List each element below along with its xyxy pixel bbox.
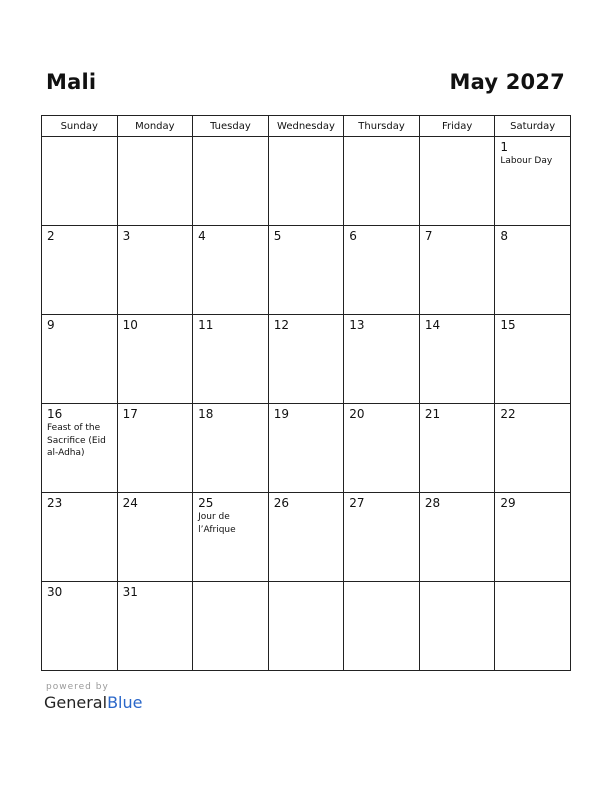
weekday-header-tuesday: Tuesday [193, 116, 269, 137]
day-cell [42, 226, 118, 315]
day-number: 20 [349, 407, 365, 421]
day-cell [419, 315, 495, 404]
week-row [42, 404, 571, 493]
day-cell-content [269, 493, 344, 510]
day-cell [117, 226, 193, 315]
day-cell [193, 226, 269, 315]
month-year-title: May 2027 [449, 70, 565, 94]
day-cell-content [42, 137, 117, 140]
day-number: 23 [47, 496, 63, 510]
day-cell [117, 493, 193, 582]
day-number: 13 [349, 318, 365, 332]
day-cell-content [193, 137, 268, 140]
weekday-header-friday: Friday [419, 116, 495, 137]
day-number: 11 [198, 318, 214, 332]
day-cell [117, 315, 193, 404]
day-cell-content [420, 493, 495, 510]
day-number: 10 [122, 318, 138, 332]
day-cell-content [118, 315, 193, 332]
day-cell-content [118, 137, 193, 140]
day-cell [193, 137, 269, 226]
day-cell-content [42, 226, 117, 243]
day-number: 18 [198, 407, 214, 421]
day-cell-content [193, 315, 268, 332]
footer-branding [44, 682, 142, 712]
day-cell [495, 137, 571, 226]
day-cell [419, 404, 495, 493]
brand-name-general: General [44, 693, 108, 712]
day-cell [117, 582, 193, 671]
day-number: 26 [273, 496, 289, 510]
day-cell-content [344, 226, 419, 243]
weekday-header-wednesday: Wednesday [268, 116, 344, 137]
day-cell [344, 404, 420, 493]
week-row [42, 226, 571, 315]
day-number: 9 [47, 318, 55, 332]
day-cell-content [420, 582, 495, 585]
day-cell-content [344, 404, 419, 421]
day-number: 3 [122, 229, 131, 243]
day-cell [268, 404, 344, 493]
day-number: 12 [273, 318, 289, 332]
day-cell [268, 226, 344, 315]
day-cell [42, 404, 118, 493]
week-row [42, 137, 571, 226]
day-cell [42, 315, 118, 404]
day-cell [344, 315, 420, 404]
day-number: 6 [349, 229, 357, 243]
day-cell-content [420, 226, 495, 243]
day-number: 14 [424, 318, 441, 332]
day-cell-content [118, 404, 193, 421]
day-number: 15 [500, 318, 516, 332]
day-cell [344, 137, 420, 226]
day-cell-content [420, 404, 495, 421]
holiday-label: Feast of the Sacrifice (Eid al-Adha) [47, 423, 106, 458]
brand-name-blue: Blue [107, 693, 143, 712]
day-number: 7 [424, 229, 433, 243]
day-cell-content [42, 582, 117, 599]
day-number: 25 [198, 496, 214, 510]
day-cell-content [269, 582, 344, 585]
day-number: 21 [424, 407, 441, 421]
day-cell [268, 315, 344, 404]
day-cell [495, 404, 571, 493]
day-cell-content [42, 315, 117, 332]
day-cell [193, 315, 269, 404]
week-row [42, 315, 571, 404]
day-cell [42, 582, 118, 671]
day-cell-content [42, 404, 117, 460]
weekday-header-monday: Monday [117, 116, 193, 137]
day-cell [117, 404, 193, 493]
day-cell-content [344, 137, 419, 140]
week-row [42, 582, 571, 671]
day-number: 5 [273, 229, 282, 243]
day-cell [419, 137, 495, 226]
weekday-header-sunday: Sunday [42, 116, 118, 137]
weekday-header-thursday: Thursday [344, 116, 420, 137]
day-cell-content [269, 226, 344, 243]
day-cell-content [193, 493, 268, 536]
week-row [42, 493, 571, 582]
calendar-body [42, 137, 571, 671]
day-number: 22 [500, 407, 516, 421]
day-number: 27 [349, 496, 365, 510]
day-number: 8 [500, 229, 509, 243]
day-cell-content [269, 404, 344, 421]
day-cell [268, 582, 344, 671]
day-cell-content [269, 315, 344, 332]
day-cell [193, 582, 269, 671]
day-cell [495, 315, 571, 404]
day-number: 31 [122, 585, 138, 599]
day-number: 24 [122, 496, 138, 510]
day-cell-content [193, 226, 268, 243]
day-number: 4 [198, 229, 206, 243]
day-cell [193, 404, 269, 493]
day-cell [495, 226, 571, 315]
day-number: 30 [47, 585, 63, 599]
day-cell-content [420, 137, 495, 140]
day-cell-content [495, 404, 570, 421]
day-cell [419, 493, 495, 582]
day-cell-content [42, 493, 117, 510]
holiday-label: Labour Day [500, 156, 553, 166]
calendar-grid [41, 115, 571, 671]
day-cell [117, 137, 193, 226]
day-cell [42, 137, 118, 226]
day-cell-content [495, 315, 570, 332]
day-number: 19 [273, 407, 289, 421]
day-cell [344, 493, 420, 582]
day-cell-content [344, 493, 419, 510]
day-cell-content [269, 137, 344, 140]
day-cell-content [344, 315, 419, 332]
country-title: Mali [46, 70, 97, 94]
powered-by-text: powered by [46, 682, 109, 692]
day-cell-content [495, 226, 570, 243]
day-cell-content [118, 582, 193, 599]
day-cell-content [118, 226, 193, 243]
weekday-header-row [42, 116, 571, 137]
day-cell-content [344, 582, 419, 585]
day-number: 28 [424, 496, 441, 510]
day-cell [42, 493, 118, 582]
day-number: 29 [500, 496, 516, 510]
day-cell [193, 493, 269, 582]
day-number: 17 [122, 407, 138, 421]
day-number: 2 [47, 229, 55, 243]
day-cell-content [420, 315, 495, 332]
day-cell [268, 493, 344, 582]
day-cell [419, 226, 495, 315]
day-cell [344, 226, 420, 315]
weekday-header-saturday: Saturday [495, 116, 571, 137]
brand-logo [44, 693, 142, 712]
day-number: 16 [47, 407, 63, 421]
day-cell-content [495, 137, 570, 168]
day-cell [495, 493, 571, 582]
day-cell-content [495, 493, 570, 510]
day-cell [419, 582, 495, 671]
day-cell-content [193, 582, 268, 585]
day-cell-content [495, 582, 570, 585]
day-cell-content [118, 493, 193, 510]
day-cell [268, 137, 344, 226]
day-cell-content [193, 404, 268, 421]
day-number: 1 [500, 140, 509, 154]
day-cell [495, 582, 571, 671]
day-cell [344, 582, 420, 671]
holiday-label: Jour de l’Afrique [198, 512, 236, 535]
